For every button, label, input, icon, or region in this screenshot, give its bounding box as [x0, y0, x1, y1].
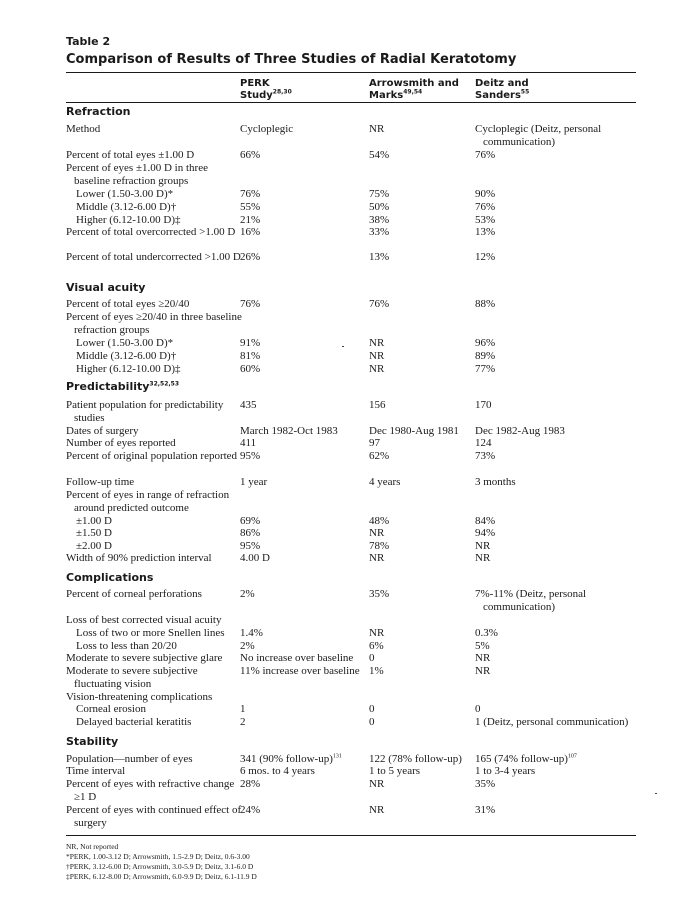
- row-label: Number of eyes reported: [66, 437, 176, 449]
- section-heading-predictability: Predictability$^{32,52,53}$: [66, 380, 180, 393]
- cell-arrowsmith: 75%: [369, 188, 390, 200]
- cell-arrowsmith: NR: [369, 552, 385, 564]
- cell-arrowsmith: 50%: [369, 201, 390, 213]
- cell-perk: 69%: [240, 515, 261, 527]
- cell-deitz: 88%: [475, 298, 496, 310]
- cell-deitz: 94%: [475, 527, 496, 539]
- cell-deitz: 0: [475, 703, 481, 715]
- cell-perk: Cycloplegic: [240, 123, 294, 135]
- row-label: ±2.00 D: [76, 540, 112, 552]
- cell-perk: 24%: [240, 804, 261, 816]
- cell-perk: 1: [240, 703, 246, 715]
- row-label: Percent of total overcorrected >1.00 D: [66, 226, 236, 238]
- cell-perk: 2%: [240, 588, 255, 600]
- row-label: Percent of eyes ±1.00 D in three baseline refraction groups: [66, 162, 208, 187]
- footnote: ‡PERK, 6.12-8.00 D; Arrowsmith, 6.0-9.9 D; Deitz, 6.1-11.9 D: [66, 872, 257, 881]
- cell-perk: 26%: [240, 251, 261, 263]
- cell-arrowsmith: 0: [369, 716, 375, 728]
- cell-deitz: 170: [475, 399, 492, 411]
- print-speck: [342, 346, 344, 347]
- cell-deitz: 84%: [475, 515, 496, 527]
- section-heading-refraction: Refraction: [66, 105, 131, 118]
- row-label: Percent of eyes with refractive change ≥1 D: [66, 778, 235, 803]
- cell-deitz: 165 (74% follow-up)$^{107}$: [475, 753, 577, 765]
- cell-arrowsmith: 54%: [369, 149, 390, 161]
- cell-perk: 76%: [240, 188, 261, 200]
- row-label: Percent of corneal perforations: [66, 588, 202, 600]
- cell-arrowsmith: 62%: [369, 450, 390, 462]
- cell-arrowsmith: 1%: [369, 665, 384, 677]
- cell-deitz: 1 (Deitz, personal communication): [475, 716, 629, 728]
- cell-perk: 76%: [240, 298, 261, 310]
- cell-perk: 411: [240, 437, 257, 449]
- cell-deitz: NR: [475, 652, 491, 664]
- cell-deitz: Cycloplegic (Deitz, personal communication): [475, 123, 602, 148]
- cell-arrowsmith: 1 to 5 years: [369, 765, 421, 777]
- cell-perk: 28%: [240, 778, 261, 790]
- row-label: Width of 90% prediction interval: [66, 552, 212, 564]
- row-label: Middle (3.12-6.00 D)†: [76, 201, 177, 213]
- cell-perk: 4.00 D: [240, 552, 270, 564]
- cell-perk: 2: [240, 716, 246, 728]
- row-label: Loss to less than 20/20: [76, 640, 177, 652]
- cell-arrowsmith: 76%: [369, 298, 390, 310]
- row-label: Lower (1.50-3.00 D)*: [76, 337, 174, 349]
- cell-deitz: NR: [475, 665, 491, 677]
- cell-arrowsmith: 156: [369, 399, 386, 411]
- cell-arrowsmith: NR: [369, 350, 385, 362]
- row-label: Loss of best corrected visual acuity: [66, 614, 222, 626]
- cell-perk: No increase over baseline: [240, 652, 354, 664]
- cell-deitz: NR: [475, 540, 491, 552]
- cell-arrowsmith: 97: [369, 437, 380, 449]
- cell-deitz: 90%: [475, 188, 496, 200]
- cell-arrowsmith: NR: [369, 337, 385, 349]
- cell-arrowsmith: 0: [369, 703, 375, 715]
- row-label: Method: [66, 123, 101, 135]
- table-title: Comparison of Results of Three Studies of Radial Keratotomy: [66, 52, 517, 67]
- cell-perk: 55%: [240, 201, 261, 213]
- cell-arrowsmith: 13%: [369, 251, 390, 263]
- cell-perk: 91%: [240, 337, 261, 349]
- column-header-perk: PERK Study$^{28,30}$: [240, 78, 292, 101]
- rule-top: [66, 72, 636, 73]
- cell-perk: 435: [240, 399, 257, 411]
- cell-deitz: 76%: [475, 149, 496, 161]
- row-label: Percent of eyes with continued effect of surgery: [66, 804, 242, 829]
- cell-perk: March 1982-Oct 1983: [240, 425, 338, 437]
- cell-deitz: 1 to 3-4 years: [475, 765, 536, 777]
- column-header-arrowsmith: Arrowsmith and Marks$^{49,54}$: [369, 78, 459, 101]
- cell-deitz: 31%: [475, 804, 496, 816]
- cell-deitz: 73%: [475, 450, 496, 462]
- row-label: Delayed bacterial keratitis: [76, 716, 192, 728]
- cell-deitz: 35%: [475, 778, 496, 790]
- cell-arrowsmith: 6%: [369, 640, 384, 652]
- cell-deitz: 89%: [475, 350, 496, 362]
- row-label: Percent of eyes ≥20/40 in three baseline refraction groups: [66, 311, 242, 336]
- row-label: Patient population for predictability studies: [66, 399, 224, 424]
- cell-perk: 95%: [240, 540, 261, 552]
- row-label: Moderate to severe subjective fluctuating vision: [66, 665, 198, 690]
- row-label: Follow-up time: [66, 476, 135, 488]
- column-header-deitz: Deitz and Sanders$^{55}$: [475, 78, 530, 101]
- cell-deitz: 3 months: [475, 476, 516, 488]
- section-heading-stability: Stability: [66, 735, 119, 748]
- row-label: Middle (3.12-6.00 D)†: [76, 350, 177, 362]
- row-label: Vision-threatening complications: [66, 691, 213, 703]
- row-label: Dates of surgery: [66, 425, 139, 437]
- cell-arrowsmith: 48%: [369, 515, 390, 527]
- cell-deitz: 0.3%: [475, 627, 498, 639]
- cell-arrowsmith: NR: [369, 804, 385, 816]
- row-label: Percent of total eyes ±1.00 D: [66, 149, 195, 161]
- cell-deitz: 76%: [475, 201, 496, 213]
- rule-bottom: [66, 835, 636, 836]
- cell-arrowsmith: NR: [369, 123, 385, 135]
- cell-perk: 81%: [240, 350, 261, 362]
- row-label: Percent of original population reported: [66, 450, 238, 462]
- table-label: Table 2: [66, 35, 111, 48]
- cell-deitz: 5%: [475, 640, 490, 652]
- row-label: Population—number of eyes: [66, 753, 193, 765]
- cell-perk: 11% increase over baseline: [240, 665, 360, 677]
- footnote: †PERK, 3.12-6.00 D; Arrowsmith, 3.0-5.9 D; Deitz, 3.1-6.0 D: [66, 862, 254, 871]
- cell-deitz: 7%-11% (Deitz, personal communication): [475, 588, 587, 613]
- rule-header: [66, 102, 636, 103]
- cell-perk: 95%: [240, 450, 261, 462]
- cell-deitz: 96%: [475, 337, 496, 349]
- row-label: Percent of total undercorrected >1.00 D: [66, 251, 241, 263]
- row-label: ±1.00 D: [76, 515, 112, 527]
- print-speck: [655, 793, 657, 794]
- cell-deitz: 13%: [475, 226, 496, 238]
- row-label: Higher (6.12-10.00 D)‡: [76, 363, 181, 375]
- cell-deitz: 124: [475, 437, 492, 449]
- row-label: Higher (6.12-10.00 D)‡: [76, 214, 181, 226]
- cell-arrowsmith: 78%: [369, 540, 390, 552]
- cell-arrowsmith: NR: [369, 778, 385, 790]
- cell-perk: 16%: [240, 226, 261, 238]
- row-label: Moderate to severe subjective glare: [66, 652, 223, 664]
- cell-deitz: NR: [475, 552, 491, 564]
- cell-perk: 60%: [240, 363, 261, 375]
- cell-arrowsmith: NR: [369, 627, 385, 639]
- footnote: NR, Not reported: [66, 842, 119, 851]
- cell-arrowsmith: 4 years: [369, 476, 401, 488]
- row-label: Corneal erosion: [76, 703, 146, 715]
- cell-deitz: 12%: [475, 251, 496, 263]
- row-label: Percent of total eyes ≥20/40: [66, 298, 190, 310]
- row-label: Loss of two or more Snellen lines: [76, 627, 225, 639]
- cell-perk: 86%: [240, 527, 261, 539]
- section-heading-visual-acuity: Visual acuity: [66, 281, 146, 294]
- cell-arrowsmith: 0: [369, 652, 375, 664]
- row-label: Lower (1.50-3.00 D)*: [76, 188, 174, 200]
- cell-perk: 341 (90% follow-up)$^{131}$: [240, 753, 342, 765]
- section-heading-complications: Complications: [66, 571, 154, 584]
- cell-perk: 6 mos. to 4 years: [240, 765, 315, 777]
- footnote: *PERK, 1.00-3.12 D; Arrowsmith, 1.5-2.9 D; Deitz, 0.6-3.00: [66, 852, 250, 861]
- cell-arrowsmith: NR: [369, 527, 385, 539]
- cell-arrowsmith: 38%: [369, 214, 390, 226]
- row-label: ±1.50 D: [76, 527, 112, 539]
- row-label: Percent of eyes in range of refraction around predicted outcome: [66, 489, 230, 514]
- cell-perk: 1.4%: [240, 627, 263, 639]
- cell-arrowsmith: NR: [369, 363, 385, 375]
- cell-arrowsmith: 35%: [369, 588, 390, 600]
- row-label: Time interval: [66, 765, 126, 777]
- cell-arrowsmith: Dec 1980-Aug 1981: [369, 425, 459, 437]
- cell-deitz: Dec 1982-Aug 1983: [475, 425, 565, 437]
- cell-perk: 66%: [240, 149, 261, 161]
- cell-perk: 2%: [240, 640, 255, 652]
- cell-deitz: 77%: [475, 363, 496, 375]
- cell-deitz: 53%: [475, 214, 496, 226]
- cell-perk: 1 year: [240, 476, 268, 488]
- cell-perk: 21%: [240, 214, 261, 226]
- cell-arrowsmith: 33%: [369, 226, 390, 238]
- cell-arrowsmith: 122 (78% follow-up): [369, 753, 462, 765]
